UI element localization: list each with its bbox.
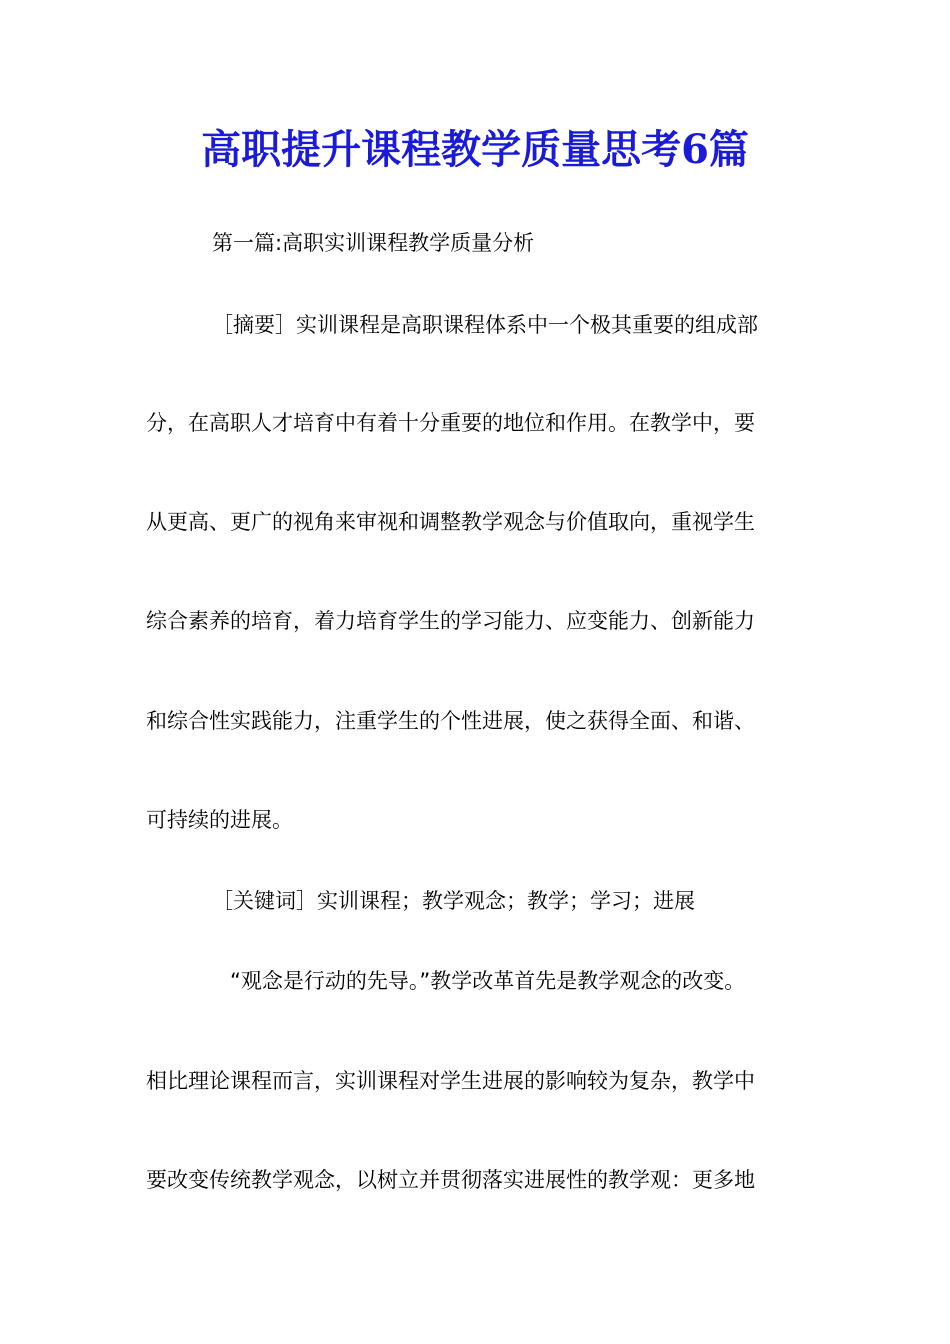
paragraph-line: 分，在高职人才培育中有着十分重要的地位和作用。在教学中，要 (146, 411, 755, 435)
document-title: 高职提升课程教学质量思考6篇 (201, 126, 749, 173)
paragraph-line: 相比理论课程而言，实训课程对学生进展的影响较为复杂，教学中 (146, 1069, 755, 1093)
paragraph-line: 要改变传统教学观念，以树立并贯彻落实进展性的教学观：更多地 (146, 1168, 755, 1192)
keywords-line: ［关键词］实训课程；教学观念；教学；学习；进展 (212, 889, 695, 913)
paragraph-line: 从更高、更广的视角来审视和调整教学观念与价值取向，重视学生 (146, 510, 755, 534)
paragraph-line: 综合素养的培育，着力培育学生的学习能力、应变能力、创新能力 (146, 609, 755, 633)
paragraph-line: 可持续的进展。 (146, 808, 293, 832)
paragraph-line: 和综合性实践能力，注重学生的个性进展，使之获得全面、和谐、 (146, 709, 755, 733)
paragraph-line: ［摘要］实训课程是高职课程体系中一个极其重要的组成部 (212, 313, 758, 337)
section-heading: 第一篇:高职实训课程教学质量分析 (212, 231, 535, 255)
paragraph-line: “观念是行动的先导。”教学改革首先是教学观念的改变。 (230, 969, 746, 993)
